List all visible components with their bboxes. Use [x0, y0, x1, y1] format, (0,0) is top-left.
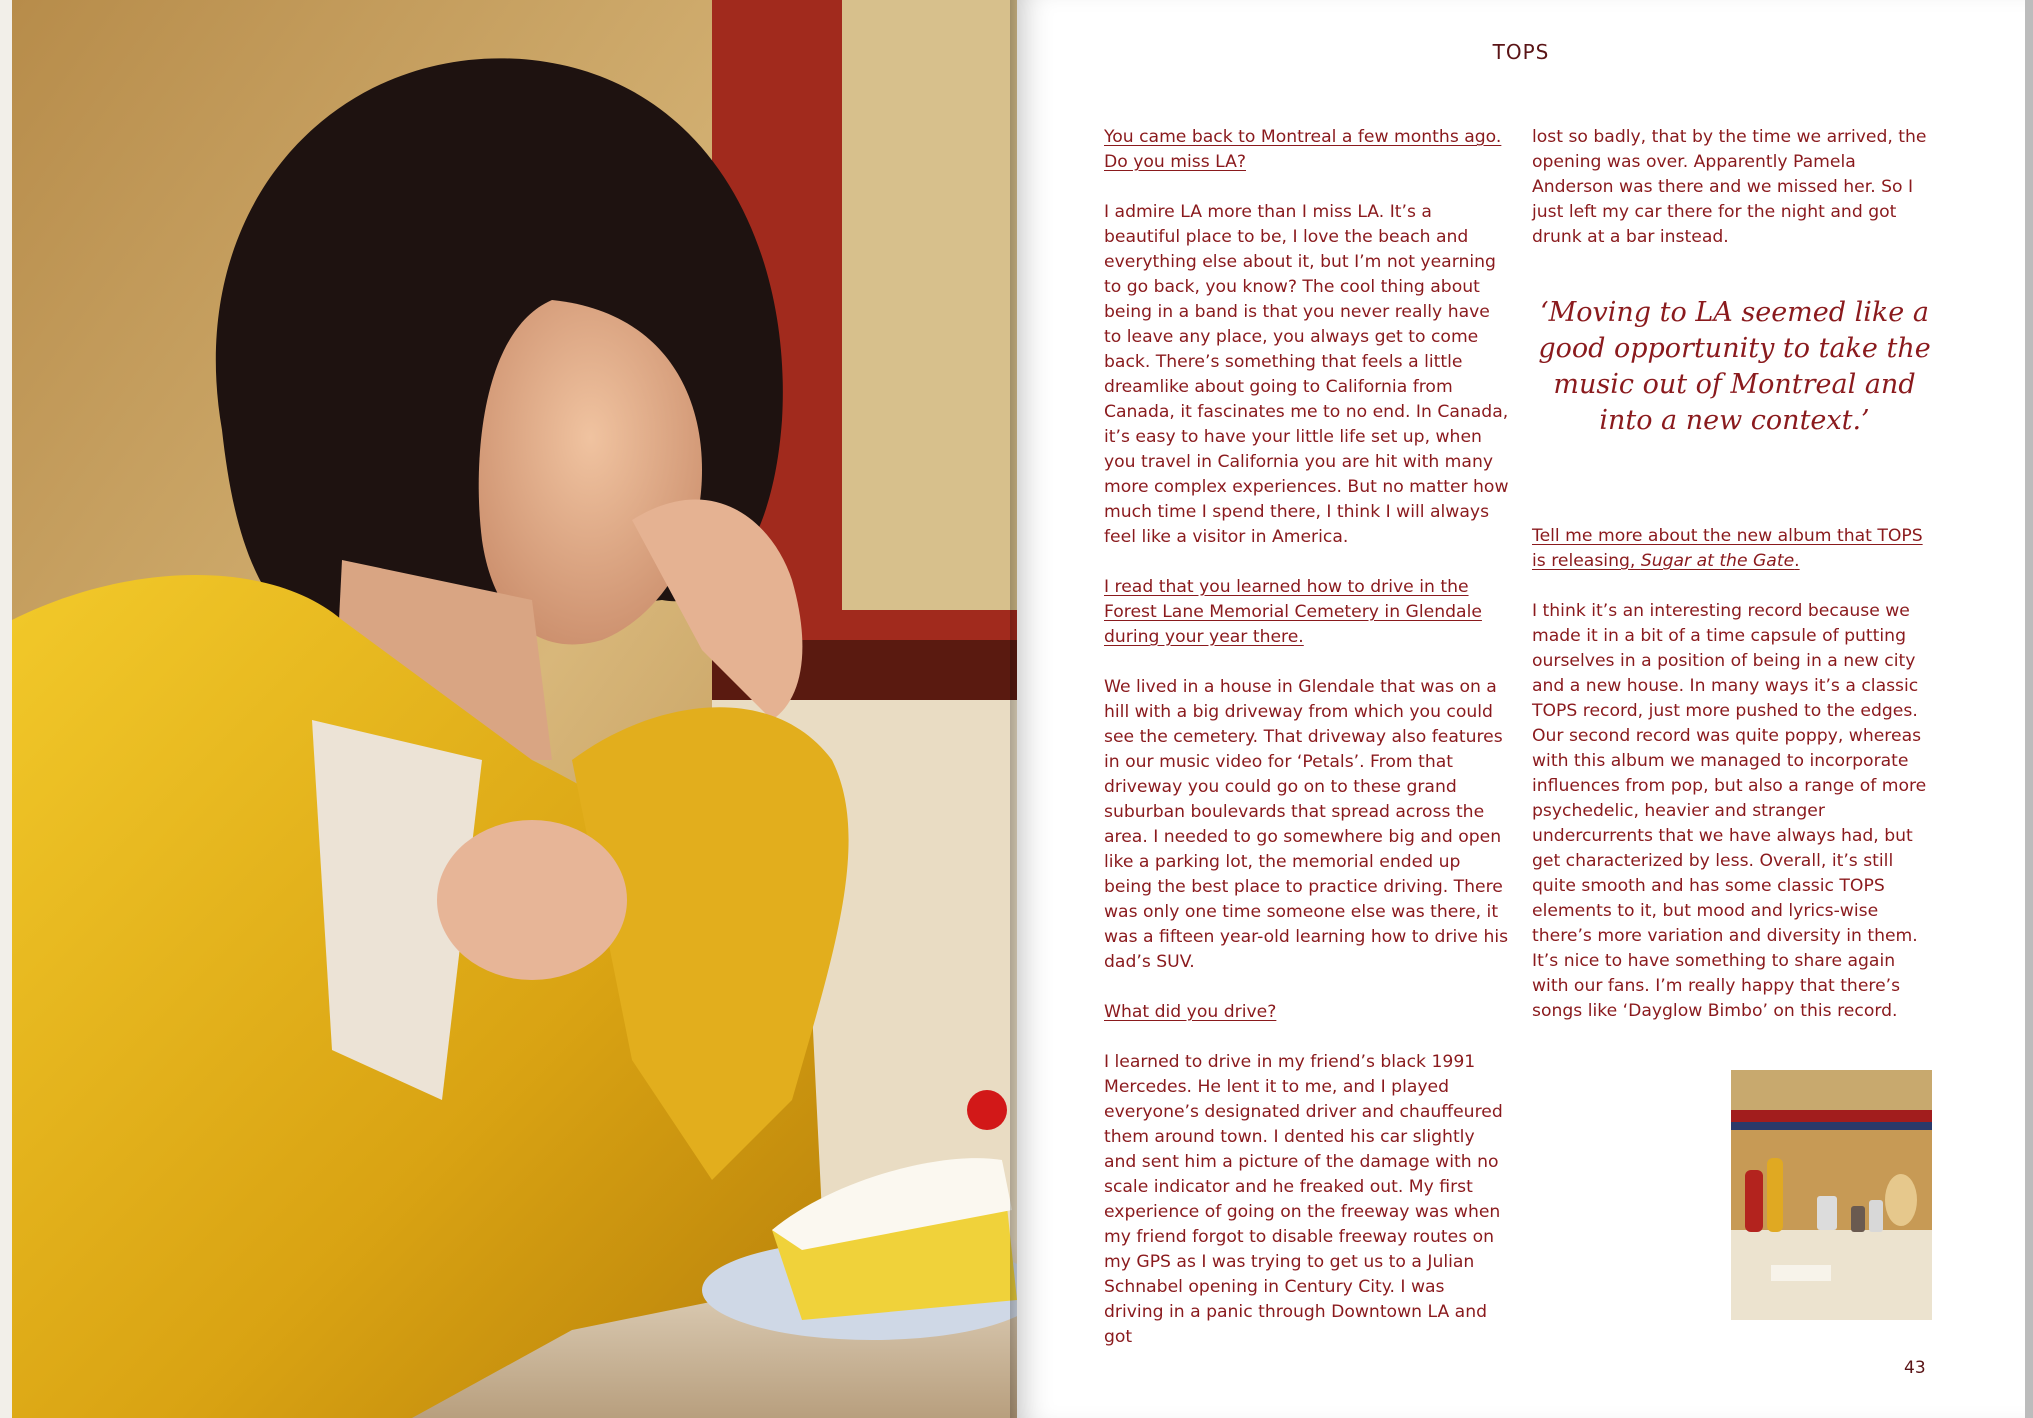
- interview-answer: I admire LA more than I miss LA. It’s a beautiful place to be, I love the beach and everything else about it, but I’m not yearning to go back, you know? The cool thing about being in a band is that you never really have to leave any place, you always get to come back. There’s something that feels a little dreamlike about going to California from Canada, it fascinates me to no end. In Canada, it’s easy to have your little life set up, when you travel in California you are hit with many more complex experiences. But no matter how much time I spend there, I think I will always feel like a visitor in America.: [1104, 202, 1509, 547]
- portrait-photo: [12, 0, 1017, 1418]
- right-page: [1017, 0, 2025, 1418]
- interview-question: What did you drive?: [1104, 1002, 1277, 1022]
- interview-answer: I think it’s an interesting record because we made it in a bit of a time capsule of putting ourselves in a position of being in a new city and a new house. In many ways it’s a classic TOPS record, just more pushed to the edges. Our second record was quite poppy, whereas with this album we managed to incorporate influences from pop, but also a range of more psychedelic, heavier and stranger undercurrents that we have always had, but get characterized by less. Overall, it’s still quite smooth and has some classic TOPS elements to it, but mood and lyrics-wise there’s more variation and diversity in them. It’s nice to have something to share again with our fans. I’m really happy that there’s songs like ‘Dayglow Bimbo’ on this record.: [1532, 601, 1927, 1021]
- pull-quote: ‘Moving to LA seemed like a good opportunity to take the music out of Montreal and into a new context.’: [1538, 297, 1931, 436]
- interview-question: You came back to Montreal a few months ago. Do you miss LA?: [1104, 127, 1502, 172]
- page-number: 43: [1904, 1358, 1926, 1378]
- column-2: [1532, 125, 1937, 1049]
- column-1: [1104, 125, 1509, 1375]
- interview-question: I read that you learned how to drive in the Forest Lane Memorial Cemetery in Glendale during your year there.: [1104, 577, 1482, 647]
- interview-answer: I learned to drive in my friend’s black 1991 Mercedes. He lent it to me, and I played everyone’s designated driver and chauffeured them around town. I dented his car slightly and sent him a picture of the damage with no scale indicator and he freaked out. My first experience of going on the freeway was when my friend forgot to disable freeway routes on my GPS as I was trying to get us to a Julian Schnabel opening in Century City. I was driving in a panic through Downtown LA and got: [1104, 1052, 1503, 1347]
- answer-continuation: lost so badly, that by the time we arrived, the opening was over. Apparently Pamela Anderson was there and we missed her. So I just left my car there for the night and got drunk at a bar instead.: [1532, 127, 1927, 247]
- album-title: Sugar at the Gate: [1640, 551, 1795, 571]
- running-head: TOPS: [1492, 40, 1550, 64]
- page-edge: [2025, 0, 2033, 1418]
- interview-question: [1532, 524, 1937, 574]
- inset-photo: [1731, 1070, 1932, 1320]
- question-text: Tell me more about the new album that TOPS is releasing,: [1532, 526, 1923, 571]
- question-end: .: [1794, 551, 1800, 571]
- interview-answer: We lived in a house in Glendale that was on a hill with a big driveway from which you could see the cemetery. That driveway also features in our music video for ‘Petals’. From that driveway you could go on to these grand suburban boulevards that spread across the area. I needed to go somewhere big and open like a parking lot, the memorial ended up being the best place to practice driving. There was only one time someone else was there, it was a fifteen year-old learning how to drive his dad’s SUV.: [1104, 677, 1509, 972]
